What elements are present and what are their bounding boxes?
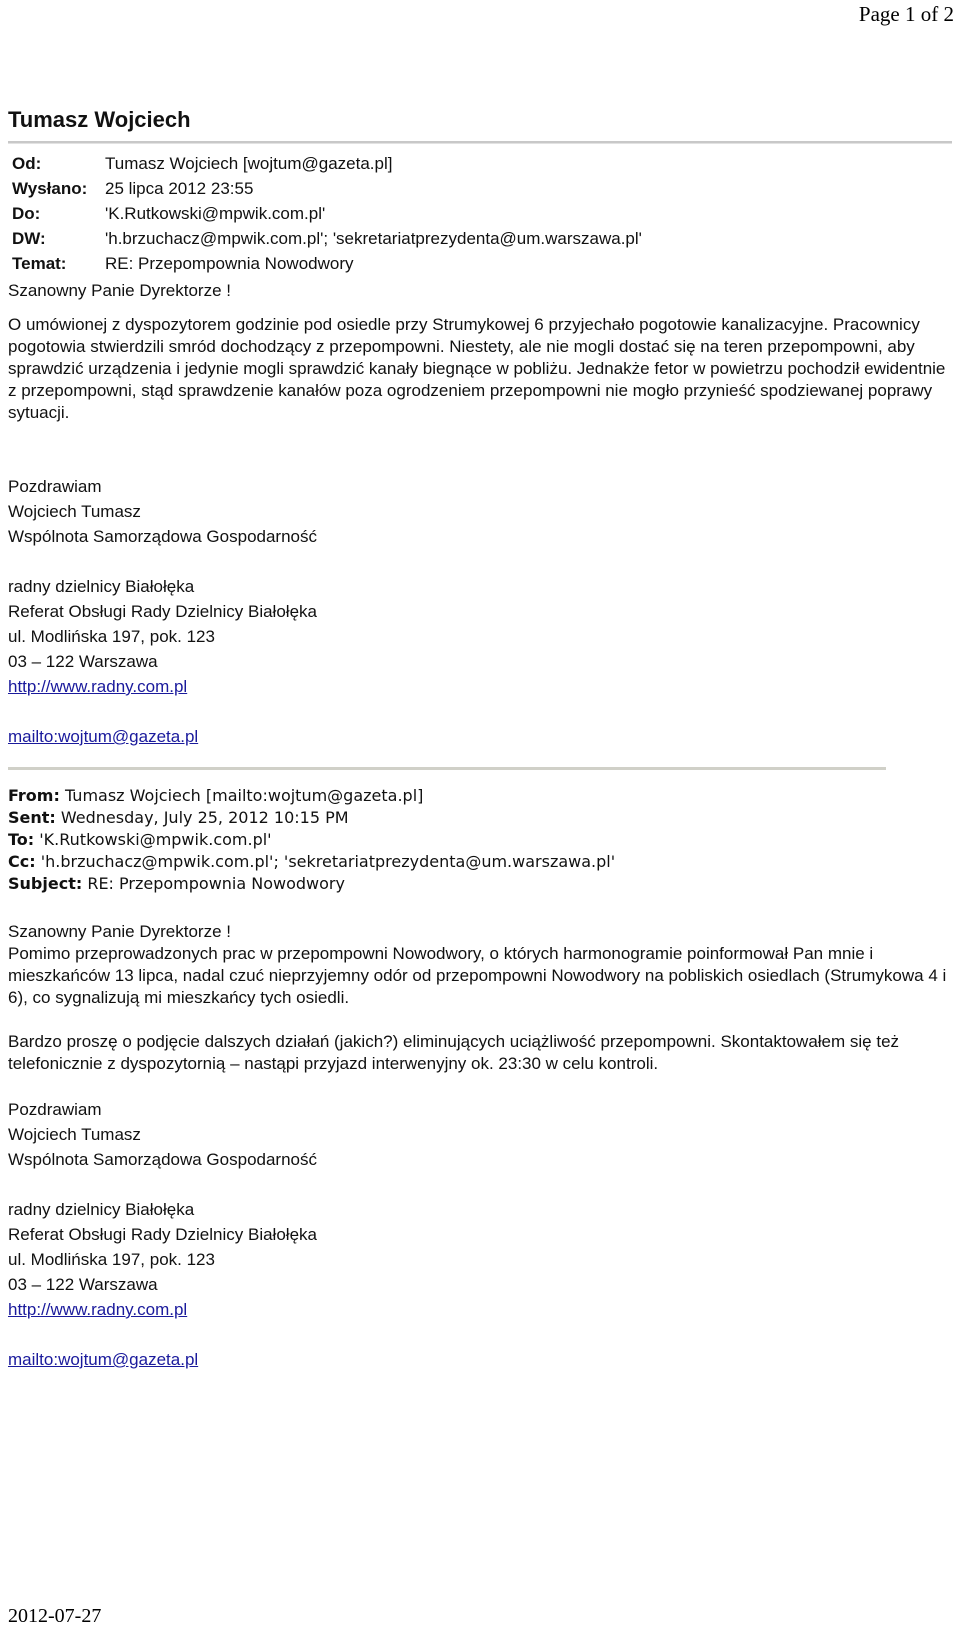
forwarded-signature-office: Referat Obsługi Rady Dzielnicy Białołęka — [8, 1225, 317, 1244]
signature-city: 03 – 122 Warszawa — [8, 652, 158, 671]
forwarded-to — [8, 829, 952, 851]
forwarded-body — [8, 921, 952, 1075]
forward-divider — [8, 767, 886, 770]
forwarded-cc-value: 'h.brzuchacz@mpwik.com.pl'; 'sekretariatprezydenta@um.warszawa.pl' — [40, 852, 616, 871]
forwarded-from-value: Tumasz Wojciech [mailto:wojtum@gazeta.pl] — [64, 786, 424, 805]
forwarded-website-link[interactable]: http://www.radny.com.pl — [8, 1300, 188, 1319]
forwarded-signature-closing: Pozdrawiam — [8, 1100, 102, 1119]
forwarded-to-label: To: — [8, 830, 35, 849]
forwarded-sent — [8, 807, 952, 829]
forwarded-subject-label: Subject: — [8, 874, 83, 893]
body-paragraph: O umówionej z dyspozytorem godzinie pod osiedle przy Strumykowej 6 przyjechało pogotowie kanalizacyjne. Pracownicy pogotowia stwierdzili smród dochodzący z przepompowni. Niestety, ale nie mogli dostać się na teren przepompowni, aby sprawdzić urządzenia i jedynie mogli sprawdzić kanały biegnące w pobliżu. Jednakże fetor w powietrzu pochodził ewidentnie z przepompowni, stąd sprawdzenie kanałów poza ogrodzeniem przepompowni nie mogło przynieść spodziewanej poprawy sytuacji. — [8, 315, 946, 422]
forwarded-from-label: From: — [8, 786, 60, 805]
header-value-cc: 'h.brzuchacz@mpwik.com.pl'; 'sekretariatprezydenta@um.warszawa.pl' — [105, 228, 642, 248]
signature-office: Referat Obsługi Rady Dzielnicy Białołęka — [8, 602, 317, 621]
forwarded-cc — [8, 851, 952, 873]
forwarded-signature-name: Wojciech Tumasz — [8, 1125, 141, 1144]
header-label-from: Od: — [12, 153, 42, 173]
forwarded-signature-role: radny dzielnicy Białołęka — [8, 1200, 195, 1219]
signature-role: radny dzielnicy Białołęka — [8, 577, 195, 596]
signature-mailto-line — [8, 724, 952, 749]
header-value-sent: 25 lipca 2012 23:55 — [105, 178, 254, 198]
header-row-sent — [8, 176, 642, 201]
header-row-cc — [8, 226, 642, 251]
header-label-subject: Temat: — [12, 253, 67, 273]
header-label-cc: DW: — [12, 228, 46, 248]
forwarded-signature-city: 03 – 122 Warszawa — [8, 1275, 158, 1294]
signature-name: Wojciech Tumasz — [8, 502, 141, 521]
header-value-from: Tumasz Wojciech [wojtum@gazeta.pl] — [105, 153, 393, 173]
header-row-to — [8, 201, 642, 226]
sender-heading: Tumasz Wojciech — [8, 107, 191, 132]
header-row-subject — [8, 251, 642, 276]
forwarded-from — [8, 785, 952, 807]
page-number: Page 1 of 2 — [858, 2, 954, 26]
forwarded-to-value: 'K.Rutkowski@mpwik.com.pl' — [39, 830, 272, 849]
forwarded-subject — [8, 873, 952, 895]
signature-street: ul. Modlińska 197, pok. 123 — [8, 627, 215, 646]
header-label-to: Do: — [12, 203, 41, 223]
forwarded-mailto-link[interactable]: mailto:wojtum@gazeta.pl — [8, 1350, 199, 1369]
forwarded-sent-value: Wednesday, July 25, 2012 10:15 PM — [60, 808, 349, 827]
footer-date: 2012-07-27 — [8, 1605, 102, 1627]
signature-closing: Pozdrawiam — [8, 477, 102, 496]
forwarded-cc-label: Cc: — [8, 852, 36, 871]
forwarded-signature-website-line — [8, 1297, 952, 1322]
email-header-table — [8, 151, 642, 276]
signature-org: Wspólnota Samorządowa Gospodarność — [8, 527, 317, 546]
email-document — [8, 104, 952, 1372]
signature-website-line — [8, 674, 952, 699]
header-divider — [8, 141, 952, 144]
greeting: Szanowny Panie Dyrektorze ! — [8, 281, 231, 300]
forwarded-paragraph-1: Pomimo przeprowadzonych prac w przepompowni Nowodwory, o których harmonogramie poinformował Pan mnie i mieszkańców 13 lipca, nadal czuć nieprzyjemny odór od przepompowni Nowodwory na pobliskich osiedlach (Strumykowa 4 i 6), co sygnalizują mi mieszkańcy tych osiedli. — [8, 944, 947, 1007]
forwarded-header — [8, 785, 952, 895]
forwarded-sent-label: Sent: — [8, 808, 56, 827]
website-link[interactable]: http://www.radny.com.pl — [8, 677, 188, 696]
header-row-from — [8, 151, 642, 176]
header-label-sent: Wysłano: — [12, 178, 88, 198]
header-value-subject: RE: Przepompownia Nowodwory — [105, 253, 354, 273]
email-body — [8, 278, 952, 424]
forwarded-signature-mailto-line — [8, 1347, 952, 1372]
forwarded-greeting: Szanowny Panie Dyrektorze ! — [8, 922, 231, 941]
forwarded-signature-org: Wspólnota Samorządowa Gospodarność — [8, 1150, 317, 1169]
forwarded-subject-value: RE: Przepompownia Nowodwory — [87, 874, 345, 893]
forwarded-paragraph-2: Bardzo proszę o podjęcie dalszych działań (jakich?) eliminujących uciążliwość przepompowni. Skontaktowałem się też telefonicznie z dyspozytornią – nastąpi przyjazd interwenyjny ok. 23:30 w celu kontroli. — [8, 1032, 900, 1073]
header-value-to: 'K.Rutkowski@mpwik.com.pl' — [105, 203, 326, 223]
signature-block — [8, 474, 952, 749]
mailto-link[interactable]: mailto:wojtum@gazeta.pl — [8, 727, 199, 746]
forwarded-signature-street: ul. Modlińska 197, pok. 123 — [8, 1250, 215, 1269]
forwarded-signature-block — [8, 1097, 952, 1372]
